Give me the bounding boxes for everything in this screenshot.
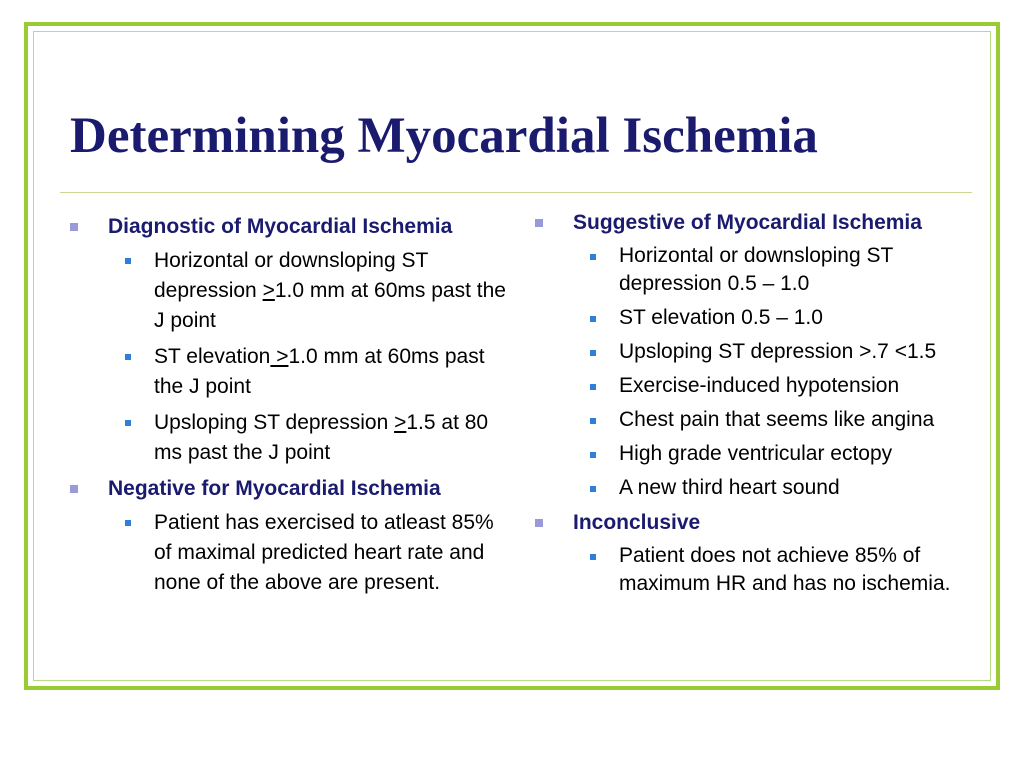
list-item [573,542,975,598]
list-item [573,474,975,502]
gte-symbol: > [270,345,289,368]
item-text: ST elevation 0.5 – 1.0 [619,306,823,329]
gte-symbol: > [394,411,407,434]
item-text: Horizontal or downsloping ST depression [154,249,428,302]
heading-text: Negative for Myocardial Ischemia [108,477,441,500]
negative-criteria-list [108,508,510,598]
item-text: Horizontal or downsloping ST depression 0.5 – 1.0 [619,244,893,295]
list-item [573,440,975,468]
heading-text: Suggestive of Myocardial Ischemia [573,211,922,234]
left-column [70,212,510,604]
square-bullet-icon [590,384,596,390]
square-bullet-icon [70,223,78,231]
square-bullet-icon [590,554,596,560]
heading-text: Inconclusive [573,511,701,534]
item-text: 1.5 at 80 ms past the J point [154,411,489,464]
square-bullet-icon [590,350,596,356]
square-bullet-icon [125,354,131,360]
square-bullet-icon [125,258,131,264]
item-text: ST elevation [154,345,271,368]
list-item [573,242,975,298]
right-column [535,208,975,604]
item-text: Chest pain that seems like angina [619,408,935,431]
list-item [108,246,510,336]
square-bullet-icon [535,519,543,527]
list-item [573,406,975,434]
square-bullet-icon [125,520,131,526]
square-bullet-icon [125,420,131,426]
square-bullet-icon [590,452,596,458]
item-text: A new third heart sound [619,476,840,499]
item-text: Patient does not achieve 85% of maximum HR and has no ischemia. [619,544,951,595]
title-divider [60,192,972,193]
list-item [108,342,510,402]
heading-text: Diagnostic of Myocardial Ischemia [108,215,453,238]
inconclusive-criteria-list [573,542,975,598]
item-text: High grade ventricular ectopy [619,442,893,465]
list-item [573,304,975,332]
item-text: Upsloping ST depression >.7 <1.5 [619,340,937,363]
list-item [573,338,975,366]
right-heading-suggestive [535,208,975,502]
square-bullet-icon [590,486,596,492]
suggestive-criteria-list [573,242,975,502]
right-heading-inconclusive [535,508,975,598]
list-item [108,508,510,598]
square-bullet-icon [590,254,596,260]
item-text: 1.0 mm at 60ms past the J point [154,279,506,332]
item-text: Patient has exercised to atleast 85% of maximal predicted heart rate and none of the above are present. [154,511,494,594]
left-heading-negative [70,474,510,598]
right-list [535,208,975,598]
square-bullet-icon [590,418,596,424]
slide-title: Determining Myocardial Ischemia [70,108,818,164]
list-item [573,372,975,400]
left-list [70,212,510,598]
square-bullet-icon [70,485,78,493]
square-bullet-icon [535,219,543,227]
list-item [108,408,510,468]
gte-symbol: > [262,279,275,302]
left-heading-diagnostic [70,212,510,468]
item-text: Upsloping ST depression [154,411,395,434]
item-text: 1.0 mm at 60ms past the J point [154,345,485,398]
square-bullet-icon [590,316,596,322]
diagnostic-criteria-list [108,246,510,468]
item-text: Exercise-induced hypotension [619,374,900,397]
